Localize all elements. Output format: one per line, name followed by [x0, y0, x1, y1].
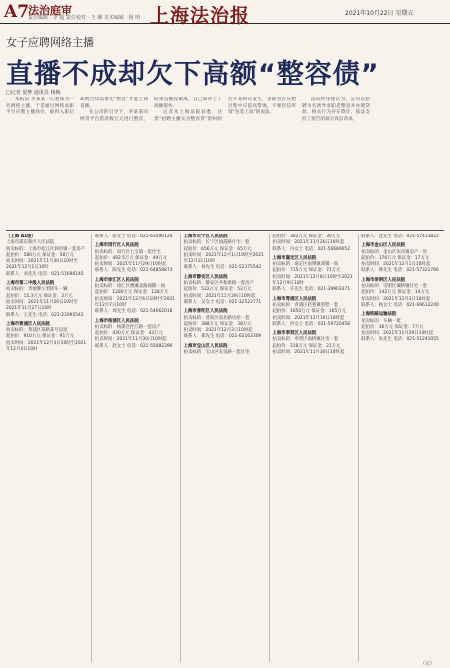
- notice-line: 起拍价：218万元 保证金：21万元: [272, 343, 341, 349]
- notice-court-name: 上海市长宁区人民法院: [183, 234, 228, 239]
- notice-line: 拍卖时间：2021年12月1日10时至2021年12月2日10时: [183, 252, 264, 265]
- notice-line: 拍卖标的：闵行区七宝镇一套住宅: [94, 249, 161, 255]
- notice-line: 起拍价：715万元 保证金：71万元: [272, 268, 341, 274]
- notice-line: 联系人：韩先生 电话：021-57321766: [361, 268, 439, 274]
- notice-line: 拍卖时间：2021年12月3日10时起: [361, 296, 431, 302]
- auction-notice: [184, 234, 267, 272]
- notice-court-name: 上海市静安区人民法院: [183, 274, 228, 280]
- notice-line: 起拍价：176万元 保证金：17万元: [361, 255, 430, 261]
- auction-notice: [95, 319, 178, 350]
- notice-court-name: 上海市青浦区人民法院: [272, 296, 317, 302]
- notice-line: 拍卖标的：车辆一批: [361, 318, 401, 324]
- notice-line: 起拍价：302万元 保证金：30万元: [272, 234, 341, 239]
- notice-court-name: 上海市黄浦区人民法院: [6, 321, 50, 327]
- notice-line: 联系人：朱先生 电话：021-51241055: [361, 337, 439, 343]
- notice-line: 联系人：许先生 电话：021-39903371: [272, 287, 351, 293]
- newspaper-logo: 上海法治报: [150, 5, 251, 27]
- notice-line: 联系人：王先生 电话：021-23095542: [6, 312, 84, 318]
- notice-line: 拍卖时间：2021年11月30日10时至2021年12月1日10时: [6, 259, 78, 271]
- notice-line: 拍卖时间：2021年11月26日10时起: [272, 240, 345, 246]
- notice-line: 起拍价：430万元 保证金：43万元: [94, 331, 163, 337]
- notice-line: 拍卖时间：2021年11月29日10时起: [183, 293, 256, 299]
- notice-line: 拍卖时间：2021年12月6日10时至2021年12月7日10时: [94, 296, 176, 308]
- notice-line: 起拍价：142万元 保证金：14万元: [361, 290, 430, 296]
- notice-line: 拍卖标的：静安区共和新路一套房产: [183, 281, 254, 287]
- notice-line: 拍卖时间：2021年11月30日10时起: [272, 350, 345, 356]
- notice-line: 联系人：何女士 电话：021-59720458: [272, 321, 351, 327]
- page-number: A7: [4, 2, 30, 22]
- notice-line: 拍卖标的：徐汇区漕溪北路商铺一间: [94, 284, 166, 290]
- notice-line: 起拍价：910万元 保证金：91万元: [6, 334, 75, 340]
- auction-notice: [361, 243, 444, 274]
- notice-court-name: 上海铁路运输法院: [361, 312, 397, 318]
- section-name: 法治庭审: [28, 4, 72, 17]
- notice-line: 拍卖时间：2021年12月1日10时起: [361, 262, 431, 268]
- notice-court-name: 上海市杨浦区人民法院: [94, 318, 139, 324]
- notice-line: 拍卖标的：奔驰牌小型轿车一辆: [6, 287, 68, 293]
- notice-line: 拍卖标的：上海市松江区泗泾镇一套房产: [6, 246, 86, 252]
- notice-line: 拍卖时间：2021年12月3日10时至2021年12月4日10时: [6, 340, 87, 353]
- auction-notice: [272, 297, 355, 328]
- article-paragraph: 本报讯 李某某一心想成为一名网络主播，于是通过网络求职平台应聘主播岗位，谁料入职后却被告知需要先“整容”才能上岗直播。: [6, 97, 148, 115]
- notice-line: 拍卖标的：黄浦区某路某号房屋: [6, 328, 68, 334]
- notice-line: 拍卖标的：金山区朱泾镇房产一处: [361, 249, 428, 255]
- section-editors: 责任编辑 · 李 超 责任校对 · 王 琳 美术编辑 · 杨 明: [28, 15, 141, 21]
- notice-line: 联系人：郑先生 电话：021-62163309: [183, 334, 262, 340]
- auction-notice: [361, 312, 444, 343]
- notice-line: 联系人：吴女士 电话：021-32523771: [183, 299, 262, 305]
- notice-line: 拍卖标的：长宁区仙霞路住宅一套: [183, 240, 250, 246]
- notice-court-name: 上海市奉贤区人民法院: [272, 331, 317, 337]
- notice-line: 联系人：赵女士 电话：021-55082396: [94, 343, 173, 349]
- notice-line: 起拍价：15.3万元 保证金：3万元: [6, 293, 73, 299]
- notice-line: 拍卖时间：2021年12月2日10时起: [183, 328, 253, 334]
- notice-line: 联系人：冯女士 电话：021-56689052: [272, 246, 351, 252]
- notice-line: 拍卖时间：2021年11月26日10时至2021年11月27日10时: [6, 299, 78, 312]
- notices-end-mark: （完）: [420, 661, 436, 667]
- notice-line: 起拍价：36万元 保证金：7万元: [361, 324, 424, 330]
- notice-line: 拍卖标的：普陀区真北路房屋一套: [183, 315, 250, 321]
- notice-line: 拍卖时间：2021年12月8日10时至2021年12月9日10时: [272, 274, 353, 287]
- issue-date: 2021年10月22日 星期五: [345, 10, 414, 17]
- article-body: [6, 97, 444, 227]
- notice-line: 起拍价：1280万元 保证金：128万元: [94, 290, 169, 296]
- notice-line: 拍卖标的：奉贤区南桥镇住宅一套: [272, 337, 339, 343]
- notice-line: 联系人：周先生 电话：021-54662018: [94, 309, 173, 315]
- notice-line: 联系人：张女士 电话：021-63590124: [94, 234, 173, 239]
- auction-notice: [184, 309, 267, 340]
- notice-line: 拍卖时间：2021年11月29日10时起: [94, 262, 167, 268]
- auction-notices: [6, 234, 444, 662]
- article-byline: □记者 夏梦 通讯员 杨梅: [6, 90, 61, 96]
- notice-line: 起拍价：388万元 保证金：38万元: [183, 321, 252, 327]
- auction-notice: [95, 278, 178, 316]
- notice-line: 拍卖标的：宝山区友谊路一套住宅: [183, 350, 250, 356]
- article-headline: 直播不成却欠下高额“整容债”: [6, 59, 380, 90]
- notice-line: 联系人：陈先生 电话：021-64858873: [94, 268, 173, 274]
- notice-line: 起拍价：522万元 保证金：52万元: [183, 287, 252, 293]
- auction-notice: [361, 278, 444, 309]
- notice-line: 拍卖时间：2021年11月30日10时起: [94, 337, 167, 343]
- notice-court-name: 上海市第二中级人民法院: [6, 281, 55, 287]
- auction-notice: [184, 275, 267, 306]
- notice-court-name: 上海市嘉定区人民法院: [272, 255, 317, 261]
- notice-court-name: 上海市普陀区人民法院: [183, 309, 228, 315]
- notice-court-name: （上海 A1版）: [6, 234, 36, 239]
- notice-line: 联系人：孙先生 电话：021-52375542: [183, 265, 262, 271]
- notice-line: 上海市浦东新区人民法院: [6, 240, 55, 246]
- auction-notice: [95, 243, 178, 274]
- notice-line: 联系人：刘先生 电话：021-51696145: [6, 271, 84, 277]
- notice-line: 拍卖标的：杨浦区控江路一套房产: [94, 324, 161, 330]
- article-kicker: 女子应聘网络主播: [6, 36, 94, 49]
- notice-line: 拍卖时间：2021年11月29日10时起: [361, 331, 434, 337]
- article-paragraph: 在公司的引导下，李某某向网贷平台借款数万元进行整容，结果直播没做成，自己却背上了高额债务。: [80, 97, 222, 122]
- section-divider: [6, 230, 444, 231]
- notice-line: 拍卖标的：青浦区赵巷镇别墅一套: [272, 302, 339, 308]
- notice-line: 联系人：杨女士 电话：021-69612240: [361, 302, 439, 308]
- notice-line: 拍卖标的：嘉定区南翔镇商铺一间: [272, 262, 339, 268]
- masthead: [0, 0, 450, 27]
- notice-line: 联系人：沈先生 电话：021-57413822: [361, 234, 439, 239]
- article-paragraph: 记者从上海法院获悉，这类“招聘主播实为整容贷”的纠纷近年来时有发生，求职者在应聘过程中应提高警惕，不要轻信所谓“包装上岗”的说法。: [154, 97, 296, 122]
- notice-line: 拍卖标的：崇明区城桥镇住宅一套: [361, 284, 428, 290]
- notice-line: 起拍价：656万元 保证金：65万元: [183, 246, 252, 252]
- notice-line: 起拍价：492.5万元 保证金：49万元: [94, 255, 168, 261]
- auction-notice: [272, 256, 355, 294]
- notice-line: 起拍价：1650万元 保证金：165万元: [272, 309, 347, 315]
- article-paragraph: 法院经审理认为，公司以招聘为名诱导求职者整容并办理贷款，相关行为存在欺诈，依法支持了原告的部分诉讼请求。: [302, 97, 370, 122]
- auction-notice: [6, 234, 89, 278]
- notice-court-name: 上海市金山区人民法院: [361, 243, 406, 249]
- notice-court-name: 上海市闵行区人民法院: [94, 243, 139, 249]
- notice-line: 拍卖时间：2021年12月10日10时起: [272, 315, 345, 321]
- notice-court-name: 上海市崇明区人民法院: [361, 277, 406, 283]
- auction-notice: [6, 281, 89, 319]
- notice-court-name: 上海市宝山区人民法院: [183, 343, 228, 349]
- notice-court-name: 上海市徐汇区人民法院: [94, 277, 139, 283]
- notice-line: 起拍价：580万元 保证金：58万元: [6, 252, 75, 258]
